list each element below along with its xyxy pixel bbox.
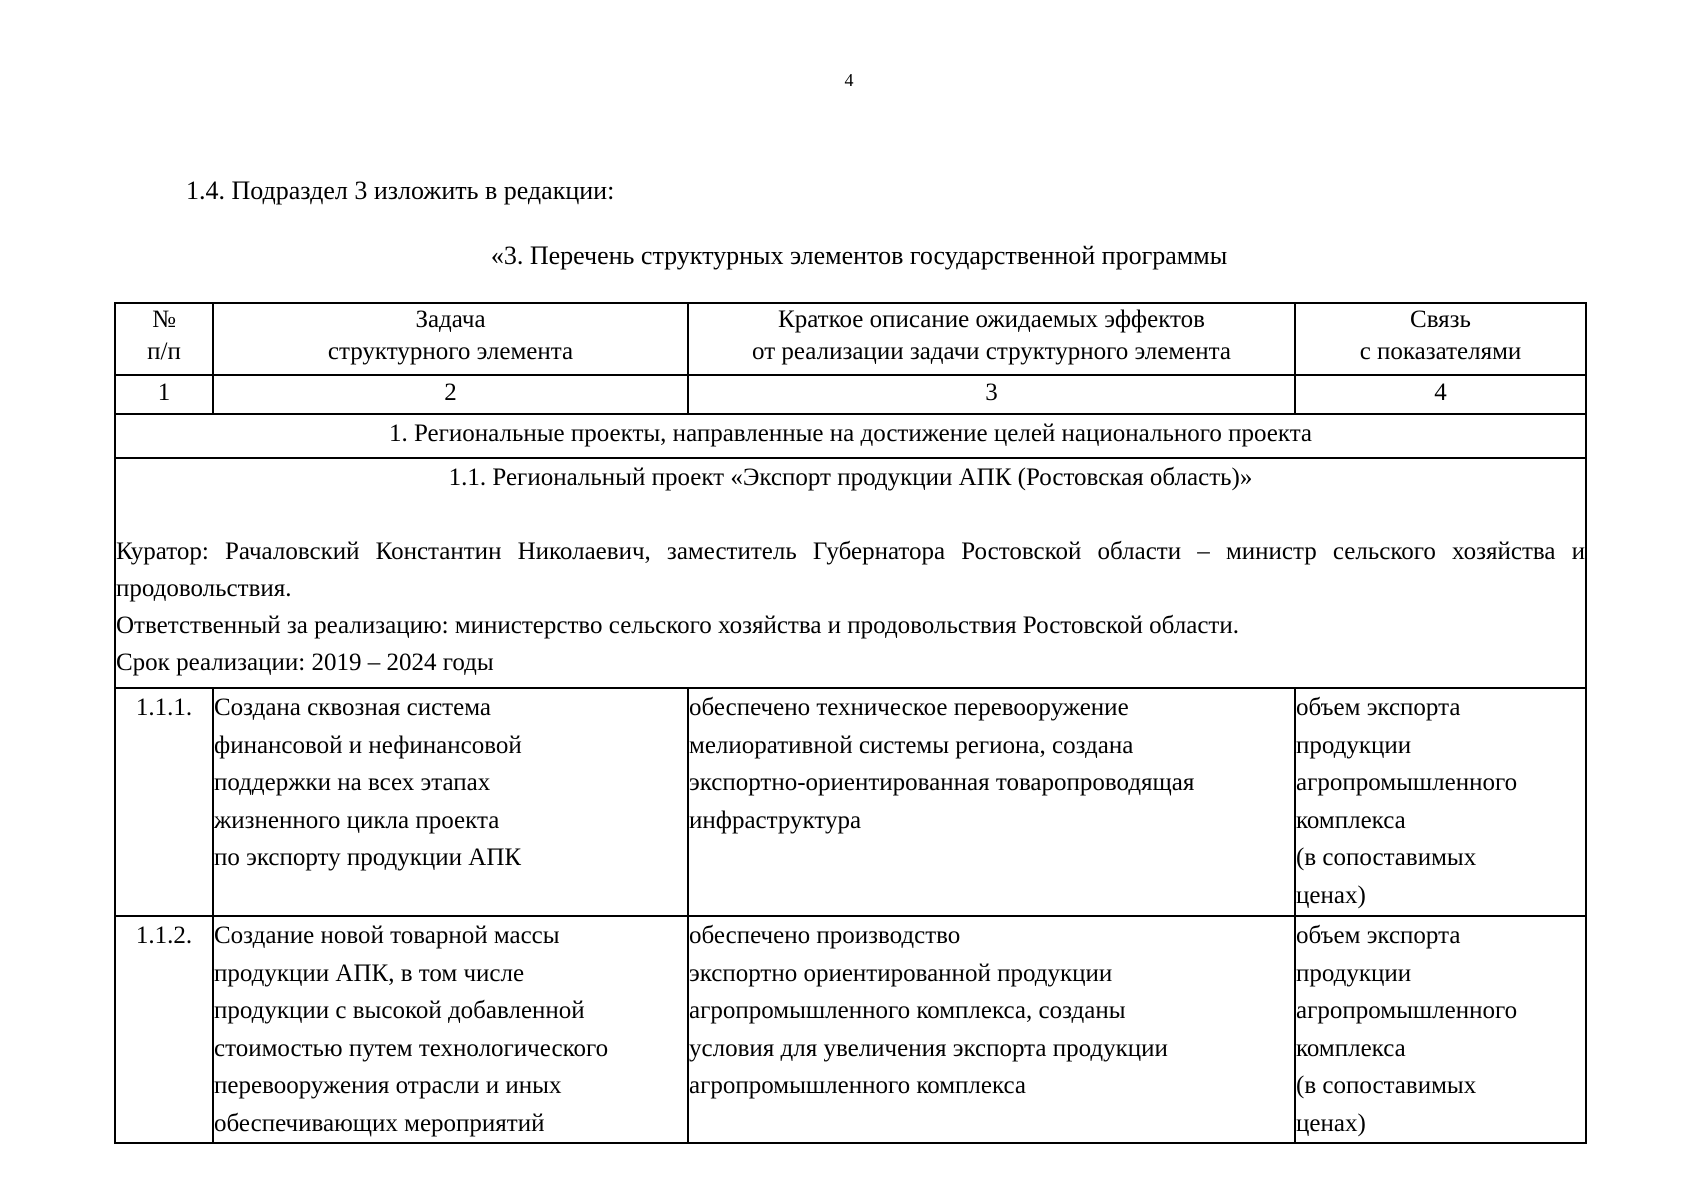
row-link-line: агропромышленного [1296,997,1518,1024]
row-task-line: продукции с высокой добавленной [214,997,585,1024]
row-task-line: перевооружения отрасли и иных [214,1072,562,1099]
header-link [1295,303,1586,375]
project-row [115,458,1586,688]
row-link-line: продукции [1296,959,1412,987]
row-task-line: обеспечивающих мероприятий [214,1109,545,1137]
row-effects [688,916,1295,1143]
row-effects [688,688,1295,916]
amendment-instruction: 1.4. Подраздел 3 изложить в редакции: [186,176,615,205]
row-effects-line: инфраструктура [689,806,862,834]
table-row [115,688,1586,916]
header-task-line: Задача [415,306,486,333]
row-link-line: (в сопоставимых [1296,844,1477,871]
project-term: Срок реализации: 2019 – 2024 годы [116,649,494,676]
header-link-line: Связь [1410,306,1471,333]
row-task-line: поддержки на всех этапах [214,769,491,796]
table-row [115,916,1586,1143]
column-number-row [115,375,1586,414]
row-task-line: продукции АПК, в том числе [214,959,525,987]
column-number: 2 [213,375,688,414]
row-link-line: ценах) [1296,881,1366,909]
header-effects [688,303,1295,375]
header-effects-line: Краткое описание ожидаемых эффектов [778,306,1205,333]
row-link-line: (в сопоставимых [1296,1072,1477,1099]
row-link-line: продукции [1296,731,1412,759]
header-task [213,303,688,375]
project-title: 1.1. Региональный проект «Экспорт продукции АПК (Ростовская область)» [448,464,1253,491]
row-effects-line: мелиоративной системы региона, создана [689,731,1134,759]
section-title: 1. Региональные проекты, направленные на достижение целей национального проекта [115,414,1586,458]
row-number: 1.1.2. [115,916,213,1143]
section-heading: «3. Перечень структурных элементов государственной программы [490,241,1228,270]
row-link [1295,916,1586,1143]
row-link-line: комплекса [1296,806,1406,834]
header-num [115,303,213,375]
row-link-line: объем экспорта [1296,922,1461,949]
header-num-line: п/п [147,338,181,365]
header-link-line: с показателями [1359,338,1522,365]
page-number: 4 [844,70,854,90]
row-task-line: стоимостью путем технологического [214,1034,609,1062]
row-task-line: финансовой и нефинансовой [214,731,522,759]
row-effects-line: обеспечено производство [689,922,961,949]
table-header-row [115,303,1586,375]
structural-elements-table [114,302,1587,1144]
row-link [1295,688,1586,916]
project-cell [115,458,1586,688]
row-effects-line: условия для увеличения экспорта продукции [689,1034,1168,1062]
section-row [115,414,1586,458]
header-task-line: структурного элемента [327,338,574,365]
row-effects-line: обеспечено техническое перевооружение [689,694,1129,721]
header-num-line: № [152,306,176,333]
row-link-line: комплекса [1296,1034,1406,1062]
row-task [213,916,688,1143]
row-task-line: Создана сквозная система [214,694,491,721]
row-effects-line: агропромышленного комплекса [689,1072,1027,1099]
row-effects-line: экспортно-ориентированная товаропроводящая [689,769,1195,796]
row-task [213,688,688,916]
row-effects-line: экспортно ориентированной продукции [689,959,1113,987]
row-link-line: агропромышленного [1296,769,1518,796]
row-task-line: Создание новой товарной массы [214,922,560,949]
column-number: 1 [115,375,213,414]
row-link-line: объем экспорта [1296,694,1461,721]
column-number: 4 [1295,375,1586,414]
project-curator: Куратор: Рачаловский Константин Николаевич, заместитель Губернатора Ростовской области – министр сельского хозяйства и продовольствия. [116,538,1585,602]
row-task-line: жизненного цикла проекта [214,806,500,834]
row-task-line: по экспорту продукции АПК [214,844,522,871]
column-number: 3 [688,375,1295,414]
project-responsible: Ответственный за реализацию: министерство сельского хозяйства и продовольствия Ростовской области. [116,612,1239,639]
header-effects-line: от реализации задачи структурного элемента [752,338,1231,365]
row-effects-line: агропромышленного комплекса, созданы [689,997,1126,1024]
row-number: 1.1.1. [115,688,213,916]
row-link-line: ценах) [1296,1109,1366,1137]
